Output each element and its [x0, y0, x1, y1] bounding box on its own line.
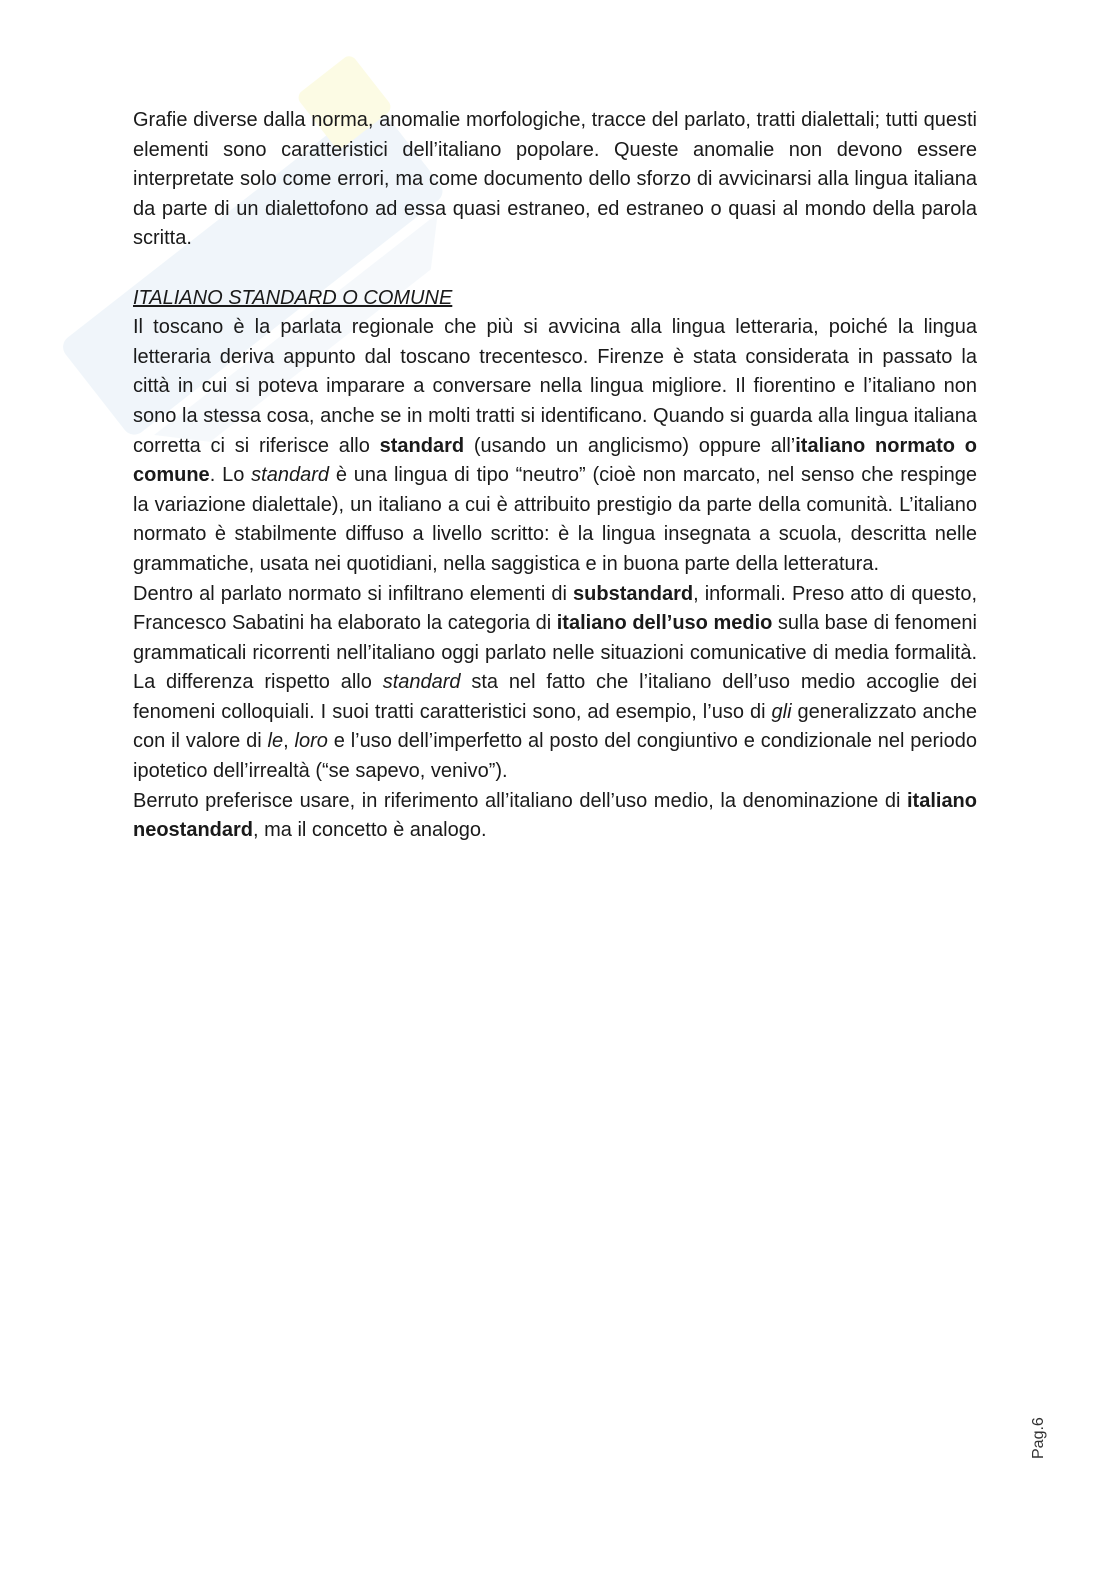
text-run: , ma il concetto è analogo. [253, 819, 487, 842]
text-run: sulla base di fenomeni grammaticali ricorrenti nell’italiano oggi parlato nelle situazioni comunicative di media formalità. La differenza rispetto allo [133, 612, 978, 694]
italic-term: loro [294, 730, 328, 753]
bold-term: italiano neostandard [133, 789, 977, 842]
paragraph-uso-medio [133, 580, 977, 787]
italic-term: le [267, 730, 284, 753]
italic-term: standard [251, 464, 329, 487]
text-run: sta nel fatto che l’italiano dell’uso medio accoglie dei fenomeni colloquiali. I suoi tratti caratteristici sono, ad esempio, l’uso di [133, 671, 977, 723]
text-run: Dentro al parlato normato si infiltrano elementi di [133, 582, 574, 605]
document-body [133, 106, 977, 846]
italic-term: standard [382, 671, 461, 694]
text-run: , [283, 730, 295, 753]
section-title: ITALIANO STANDARD O COMUNE [133, 286, 453, 309]
page-number: Pag.6 [1030, 1417, 1047, 1459]
text-run: Berruto preferisce usare, in riferimento all’italiano dell’uso medio, la denominazione di [133, 789, 907, 812]
paragraph-neostandard [133, 787, 977, 846]
text-run: è una lingua di tipo “neutro” (cioè non marcato, nel senso che respinge la variazione dialettale), un italiano a cui è attribuito prestigio da parte della comunità. L’italiano normato è stabilmente diffuso a livello scritto: è la lingua insegnata a scuola, descritta nelle grammatiche, usata nei quotidiani, nella saggistica e in buona parte della letteratura. [133, 464, 978, 575]
bold-term: standard [379, 434, 465, 457]
text-run: (usando un anglicismo) oppure all’ [464, 434, 796, 457]
text-run: e l’uso dell’imperfetto al posto del congiuntivo e condizionale nel periodo ipotetico dell’irrealtà (“se sapevo, venivo”). [133, 730, 977, 783]
text-run: . Lo [209, 464, 252, 487]
paragraph-gap [133, 254, 977, 284]
bold-term: italiano normato o comune [133, 434, 977, 487]
italic-term: gli [771, 700, 792, 723]
text-run: generalizzato anche con il valore di [133, 700, 977, 753]
bold-term: substandard [573, 582, 694, 605]
paragraph-italiano-popolare: Grafie diverse dalla norma, anomalie morfologiche, tracce del parlato, tratti dialettali; tutti questi elementi sono caratteristici dell’italiano popolare. Queste anomalie non devono essere interpretate solo come errori, ma come documento dello sforzo di avvicinarsi alla lingua italiana da parte di un dialettofono ad essa quasi estraneo, ed estraneo o quasi al mondo della parola scritta. [133, 109, 977, 250]
bold-term: italiano dell’uso medio [556, 612, 773, 635]
text-run: Il toscano è la parlata regionale che più si avvicina alla lingua letteraria, poiché la lingua letteraria deriva appunto dal toscano trecentesco. Firenze è stata considerata in passato la città in cui si poteva imparare a conversare nella lingua migliore. Il fiorentino e l’italiano non sono la stessa cosa, anche se in molti tratti si identificano. Quando si guarda alla lingua italiana corretta ci si riferisce allo [133, 316, 977, 457]
paragraph-toscano [133, 313, 977, 579]
text-run: , informali. Preso atto di questo, Francesco Sabatini ha elaborato la categoria di [133, 582, 977, 635]
